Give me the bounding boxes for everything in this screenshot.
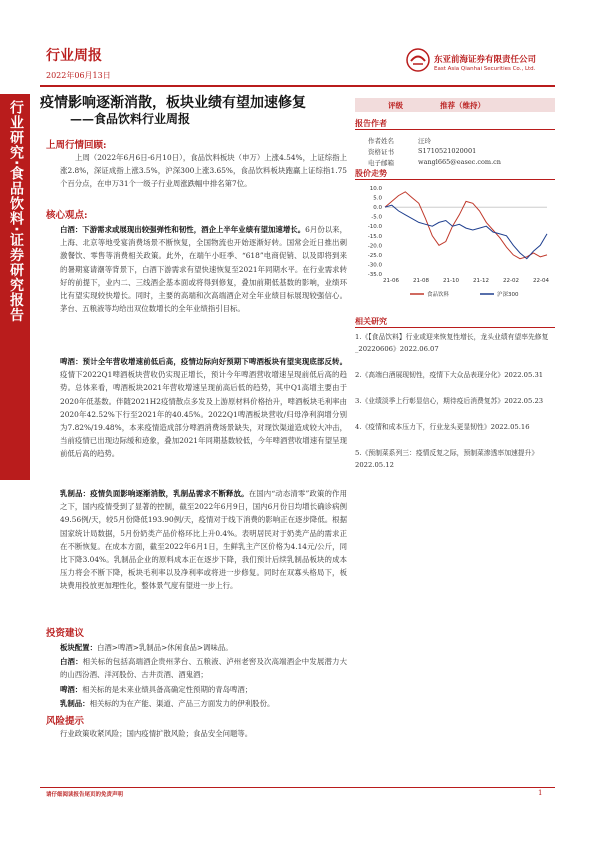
series-line	[385, 205, 547, 259]
legend-label: 食品饮料	[427, 292, 450, 298]
legend-label: 沪深300	[497, 292, 519, 298]
invest-baijiu	[60, 655, 347, 681]
risk-heading: 风险提示	[46, 716, 85, 727]
invest-beer-text: 相关标的是未来业绩具备高确定性预期的青岛啤酒；	[82, 685, 253, 694]
x-tick-label: 21-06	[383, 278, 399, 284]
beer-paragraph	[60, 355, 347, 461]
x-tick-label: 22-02	[503, 278, 519, 284]
x-tick-label: 21-08	[413, 278, 429, 284]
y-tick-label: -35.0	[367, 272, 382, 278]
invest-beer	[60, 683, 347, 696]
related-item[interactable]: 5.《预制菜系列三：疫情反复之际，预制菜渗透率加速提升》2022.05.12	[355, 449, 539, 469]
analyst-rule	[355, 129, 555, 130]
analyst-key: 资格证书	[368, 148, 394, 156]
invest-baijiu-text: 相关标的包括高端酒企贵州茅台、五粮液、泸州老窖及次高端酒企中发展潜力大的山西汾酒、洋河股份、古井贡酒、酒鬼酒；	[60, 657, 347, 680]
invest-dairy-lead: 乳制品：	[60, 699, 90, 708]
invest-order	[60, 641, 347, 654]
y-tick-label: -30.0	[367, 262, 382, 269]
related-rule	[355, 327, 555, 328]
y-tick-label: -20.0	[367, 243, 382, 250]
x-tick-label: 22-04	[533, 278, 549, 284]
beer-lead: 啤酒：预计全年营收增速前低后高，疫情边际向好预期下啤酒板块有望実现底部反转。	[60, 357, 347, 366]
report-date: 2022年06月13日	[46, 71, 111, 80]
page-number: 1	[538, 789, 543, 797]
rating-value: 推荐（维持）	[440, 101, 485, 110]
analyst-heading: 报告作者	[355, 118, 387, 128]
analyst-value[interactable]: wangl665@easec.com.cn	[418, 158, 501, 166]
rating-label: 评级	[388, 101, 403, 110]
series-line	[385, 192, 547, 259]
baijiu-lead: 白酒：下游需求或展现出较强弹性和韧性，酒企上半年业绩有望加速增长。	[60, 225, 306, 234]
analyst-row-email	[368, 158, 501, 167]
side-label: 行业研究·食品饮料·证券研究报告	[8, 100, 24, 323]
invest-beer-lead: 啤酒：	[60, 685, 83, 694]
report-type: 行业周报	[46, 48, 102, 64]
dairy-text: 在国内“动态清零”政策的作用之下，国内疫情受到了显著的控制，截至2022年6月9日，国内6月份日均增长确诊病例49.56例/天，较5月份降低193.90例/天，疫情对于线下消费的影响正在逐步降低。根据国家统计局数据，5月份奶类产品价格环比上升0.4%。表明居民对于奶类产品的需求正在不断恢复。在成本方面，截至2022年6月1日，生鲜乳主产区价格为4.14元/公斤，同比下降3.04%。乳制品企业的原料成本正在逐步下降，我们预计后续乳制品板块的成本压力将会不断下降，板块毛利率以及净利率或将进一步修复。同时在双寡头格局下，板块费用投放更加理性化，整体景气度有望进一步上行。	[60, 489, 347, 591]
analyst-key: 作者姓名	[368, 137, 394, 145]
related-item[interactable]: 2.《高端白酒展现韧性，疫情下大众品表现分化》2022.05.31	[355, 371, 544, 379]
y-tick-label: 0.0	[373, 205, 382, 212]
analyst-row-name	[368, 136, 431, 145]
header-rule	[40, 85, 555, 87]
invest-dairy-text: 相关标的为在产能、渠道、产品三方面发力的伊利股份。	[89, 699, 275, 708]
y-tick-label: -15.0	[367, 233, 382, 240]
x-tick-labels	[383, 278, 549, 284]
chart-legend	[410, 290, 519, 298]
trend-heading: 股价走势	[355, 168, 387, 178]
price-trend-chart	[355, 182, 555, 302]
analyst-value: S1710521020001	[418, 147, 477, 155]
footer-rule	[40, 787, 555, 788]
x-tick-label: 21-10	[443, 278, 459, 284]
footer-disclaimer[interactable]: 请仔细阅读报告尾页的免责声明	[46, 792, 124, 798]
y-tick-label: -10.0	[367, 224, 382, 231]
x-tick-label: 21-12	[473, 278, 489, 284]
invest-baijiu-lead: 白酒：	[60, 657, 83, 666]
report-title: 疫情影响逐渐消散，板块业绩有望加速修复	[40, 95, 306, 111]
y-tick-label: -5.0	[371, 214, 382, 221]
company-logo-icon	[406, 48, 430, 72]
review-heading: 上周行情回顾:	[46, 140, 107, 151]
baijiu-paragraph	[60, 223, 347, 315]
report-subtitle: ——食品饮料行业周报	[70, 112, 191, 126]
analyst-row-cert	[368, 147, 477, 156]
views-heading: 核心观点:	[46, 210, 88, 221]
invest-order-text: 白酒>啤酒>乳制品>休闲食品>调味品。	[96, 643, 233, 652]
invest-order-lead: 板块配置：	[60, 643, 97, 652]
dairy-paragraph	[60, 487, 347, 593]
risk-text: 行业政策收紧风险；国内疫情扩散风险；食品安全问题等。	[60, 729, 253, 738]
dairy-lead: 乳制品：疫情负面影响逐渐消散，乳制品需求不断释放。	[60, 489, 249, 498]
y-tick-label: 5.0	[373, 195, 382, 202]
beer-text: 疫情下2022Q1啤酒板块营收仍实现正增长，预计今年啤酒营收增速呈现前低后高的趋势。总体来看，啤酒板块2021年营收增速呈现前高后低的趋势，其中Q1高增主要由于2020年低基数。伴随2021H2疫情散点多发及上游原材料价格抬升，啤酒板块毛利率由2020年42.52%下行至2021年的40.45%。2022Q1啤酒板块营收/归母净利润增分别为7.82%/19.48%，本来疫情造成部分啤酒消费场景缺失，对现饮渠道造成较大冲击，当前疫情已出现边际缓和迹象，叠加2021年同期基数较低，今年啤酒营收增速有望呈现前低后高的趋势。	[60, 370, 347, 459]
related-item[interactable]: 1.《【食品饮料】行业或迎来恢复性增长，龙头业绩有望率先修复_20220606》2022.06.07	[355, 333, 549, 353]
invest-dairy	[60, 697, 347, 710]
related-item[interactable]: 4.《疫情和成本压力下，行业龙头更显韧性》2022.05.16	[355, 423, 530, 431]
analyst-key: 电子邮箱	[368, 159, 394, 167]
invest-heading: 投资建议	[46, 628, 85, 639]
y-tick-label: -25.0	[367, 252, 382, 259]
analyst-value: 汪玲	[418, 137, 431, 145]
related-heading: 相关研究	[355, 316, 387, 326]
company-name-cn: 东亚前海证券有限责任公司	[434, 55, 537, 65]
review-paragraph: 上周（2022年6月6日-6月10日），食品饮料板块（申万）上涨4.54%，上证综指上涨2.8%，深证成指上涨3.5%，沪深300上涨3.65%，食品饮料板块跑赢上证综指1.75个百分点，在申万31个一级子行业周涨跌幅中排名第7位。	[60, 153, 347, 189]
related-item[interactable]: 3.《业绩淡季上行彰显信心，期待疫后消费复苏》2022.05.23	[355, 397, 544, 405]
baijiu-text: 6月份以来，上海、北京等地受宴消费场景不断恢复，全国物流也开始逐渐好转。国常会近日推出刺激餐饮、零售等消费相关政策。此外，在端午小旺季、“618”电商促销、以及即将到来的暑期宴请潮等背景下，白酒下游需求有望快速恢复至2021年同期水平。在行业需求转好的前提下，业内二、三线酒企基本面或将得到修复，叠加前期低基数的影响，业绩环比有望实现较快增长。同时，主要的高端和次高端酒企对全年业绩目标展现较强信心。茅台、五粮液等均给出双位数增长的全年业绩指引目标。	[60, 225, 348, 314]
y-tick-labels	[368, 186, 383, 278]
chart-series	[385, 192, 547, 259]
company-name-en: East Asia Qianhai Securities Co., Ltd.	[434, 66, 536, 72]
y-tick-label: 10.0	[369, 186, 382, 192]
trend-rule	[355, 179, 555, 180]
